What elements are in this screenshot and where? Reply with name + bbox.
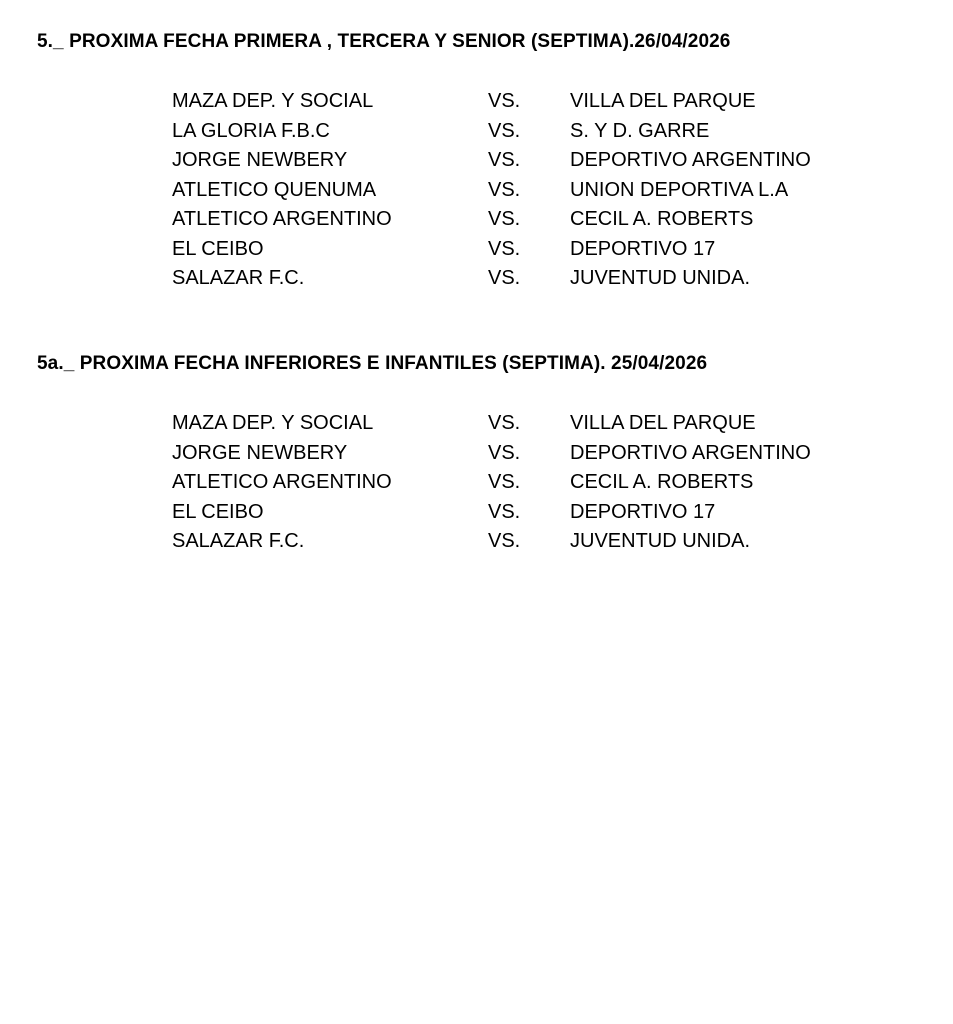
- away-team: DEPORTIVO 17: [570, 237, 716, 260]
- fixture-row: [0, 530, 953, 560]
- away-team: JUVENTUD UNIDA.: [570, 267, 751, 289]
- section-heading: 5._ PROXIMA FECHA PRIMERA , TERCERA Y SENIOR (SEPTIMA).26/04/2026: [37, 31, 731, 52]
- away-team: VILLA DEL PARQUE: [570, 90, 756, 112]
- home-team: JORGE NEWBERY: [172, 441, 348, 464]
- versus-label: VS.: [488, 208, 521, 230]
- home-team: JORGE NEWBERY: [172, 149, 348, 171]
- fixture-row: [0, 412, 953, 442]
- fixture-row: [0, 90, 953, 120]
- home-team: EL CEIBO: [172, 500, 264, 523]
- versus-label: VS.: [488, 412, 521, 434]
- home-team: LA GLORIA F.B.C: [172, 119, 330, 142]
- versus-label: VS.: [488, 500, 521, 523]
- versus-label: VS.: [488, 178, 521, 201]
- fixture-row: [0, 179, 953, 209]
- home-team: ATLETICO QUENUMA: [172, 178, 377, 201]
- home-team: ATLETICO ARGENTINO: [172, 208, 392, 230]
- versus-label: VS.: [488, 267, 521, 289]
- versus-label: VS.: [488, 471, 521, 493]
- versus-label: VS.: [488, 119, 521, 142]
- fixture-row: [0, 501, 953, 531]
- versus-label: VS.: [488, 237, 521, 260]
- fixture-list: [0, 412, 953, 560]
- section-heading: 5a._ PROXIMA FECHA INFERIORES E INFANTILES (SEPTIMA). 25/04/2026: [37, 353, 708, 374]
- fixture-row: [0, 442, 953, 472]
- away-team: CECIL A. ROBERTS: [570, 471, 754, 493]
- away-team: VILLA DEL PARQUE: [570, 412, 756, 434]
- home-team: ATLETICO ARGENTINO: [172, 471, 392, 493]
- fixture-row: [0, 238, 953, 268]
- fixture-row: [0, 120, 953, 150]
- home-team: EL CEIBO: [172, 237, 264, 260]
- home-team: SALAZAR F.C.: [172, 530, 305, 552]
- fixture-row: [0, 471, 953, 501]
- away-team: CECIL A. ROBERTS: [570, 208, 754, 230]
- versus-label: VS.: [488, 90, 521, 112]
- fixture-row: [0, 208, 953, 238]
- away-team: DEPORTIVO ARGENTINO: [570, 149, 811, 171]
- versus-label: VS.: [488, 530, 521, 552]
- away-team: JUVENTUD UNIDA.: [570, 530, 751, 552]
- away-team: DEPORTIVO 17: [570, 500, 716, 523]
- home-team: SALAZAR F.C.: [172, 267, 305, 289]
- versus-label: VS.: [488, 441, 521, 464]
- away-team: S. Y D. GARRE: [570, 119, 710, 142]
- fixture-list: [0, 90, 953, 297]
- fixture-row: [0, 267, 953, 297]
- home-team: MAZA DEP. Y SOCIAL: [172, 412, 374, 434]
- away-team: DEPORTIVO ARGENTINO: [570, 441, 811, 464]
- home-team: MAZA DEP. Y SOCIAL: [172, 90, 374, 112]
- versus-label: VS.: [488, 149, 521, 171]
- fixture-row: [0, 149, 953, 179]
- away-team: UNION DEPORTIVA L.A: [570, 178, 789, 201]
